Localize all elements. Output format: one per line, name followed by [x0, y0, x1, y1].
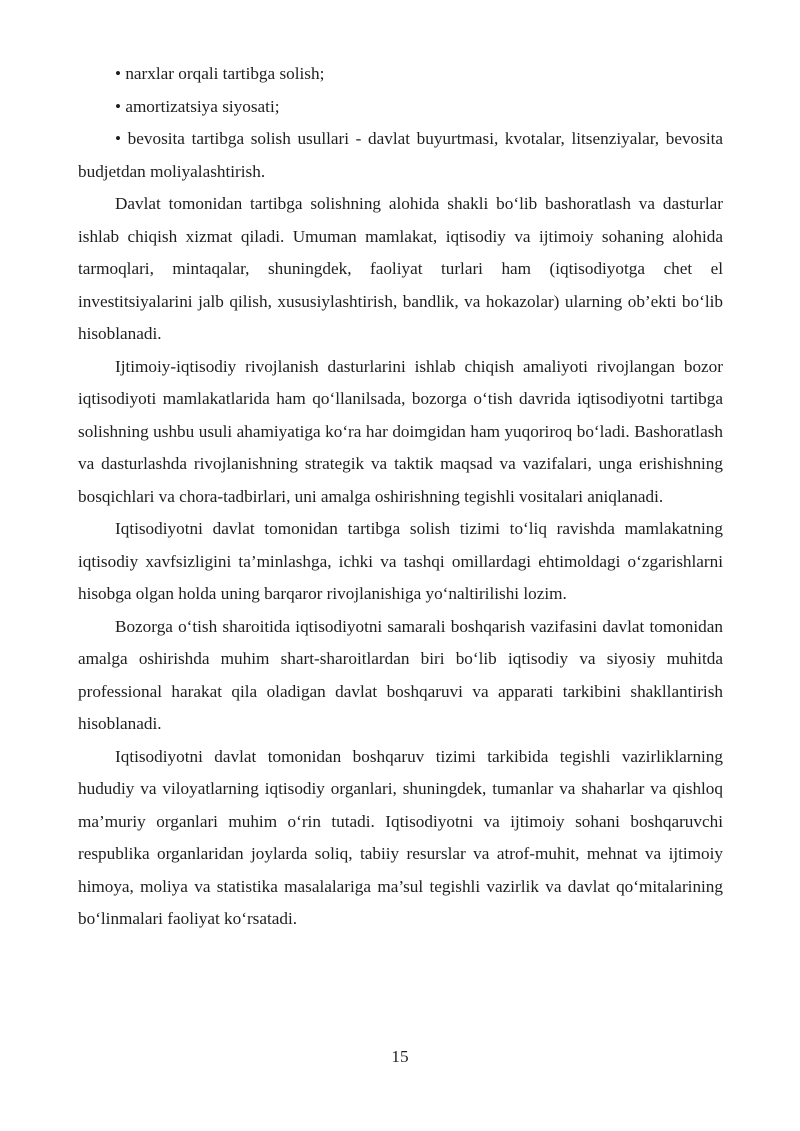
paragraph: Ijtimoiy-iqtisodiy rivojlanish dasturlarini ishlab chiqish amaliyoti rivojlangan bozor iqtisodiyoti mamlakatlarida ham qo‘llanilsada, bozorga o‘tish davrida iqtisodiyotni tartibga solishning ushbu usuli ahamiyatiga ko‘ra har doimgidan ham yuqoriroq bo‘ladi. Bashoratlash va dasturlashda rivojlanishning strategik va taktik maqsad va vazifalari, unga erishishning bosqichlari va chora-tadbirlari, uni amalga oshirishning tegishli vositalari aniqlanadi. [78, 356, 723, 506]
paragraph: Iqtisodiyotni davlat tomonidan boshqaruv tizimi tarkibida tegishli vazirliklarning hududiy va viloyatlarning iqtisodiy organlari, shuningdek, tumanlar va shaharlar va qishloq ma’muriy organlari muhim o‘rin tutadi. Iqtisodiyotni va ijtimoiy sohani boshqaruvchi respublika organlaridan joylarda soliq, tabiiy resurslar va atrof-muhit, mehnat va ijtimoiy himoya, moliya va statistika masalalariga ma’sul tegishli vazirlik va davlat qo‘mitalarining bo‘linmalari faoliyat ko‘rsatadi. [78, 746, 723, 928]
document-page [78, 58, 723, 936]
bullet-item: • narxlar orqali tartibga solish; [115, 64, 325, 83]
paragraph: Davlat tomonidan tartibga solishning alohida shakli bo‘lib bashoratlash va dasturlar ishlab chiqish xizmat qiladi. Umuman mamlakat, iqtisodiy va ijtimoiy sohaning alohida tarmoqlari, mintaqalar, shuningdek, faoliyat turlari ham (iqtisodiyotga chet el investitsiyalarini jalb qilish, xususiylashtirish, bandlik, va hokazolar) ularning ob’ekti bo‘lib hisoblanadi. [78, 194, 723, 343]
paragraph: Iqtisodiyotni davlat tomonidan tartibga solish tizimi to‘liq ravishda mamlakatning iqtisodiy xavfsizligini ta’minlashga, ichki va tashqi omillardagi ehtimoldagi o‘zgarishlarni hisobga olgan holda uning barqaror rivojlanishiga yo‘naltirilishi lozim. [78, 519, 723, 603]
bullet-item: • amortizatsiya siyosati; [115, 96, 280, 116]
page-number: 15 [391, 1047, 409, 1066]
bullet-item: • bevosita tartibga solish usullari - davlat buyurtmasi, kvotalar, litsenziyalar, bevosita budjetdan moliyalashtirish. [78, 129, 723, 181]
paragraph: Bozorga o‘tish sharoitida iqtisodiyotni samarali boshqarish vazifasini davlat tomonidan amalga oshirishda muhim shart-sharoitlardan biri bo‘lib iqtisodiy va siyosiy muhitda professional harakat qila oladigan davlat boshqaruvi va apparati tarkibini shakllantirish hisoblanadi. [78, 616, 723, 733]
